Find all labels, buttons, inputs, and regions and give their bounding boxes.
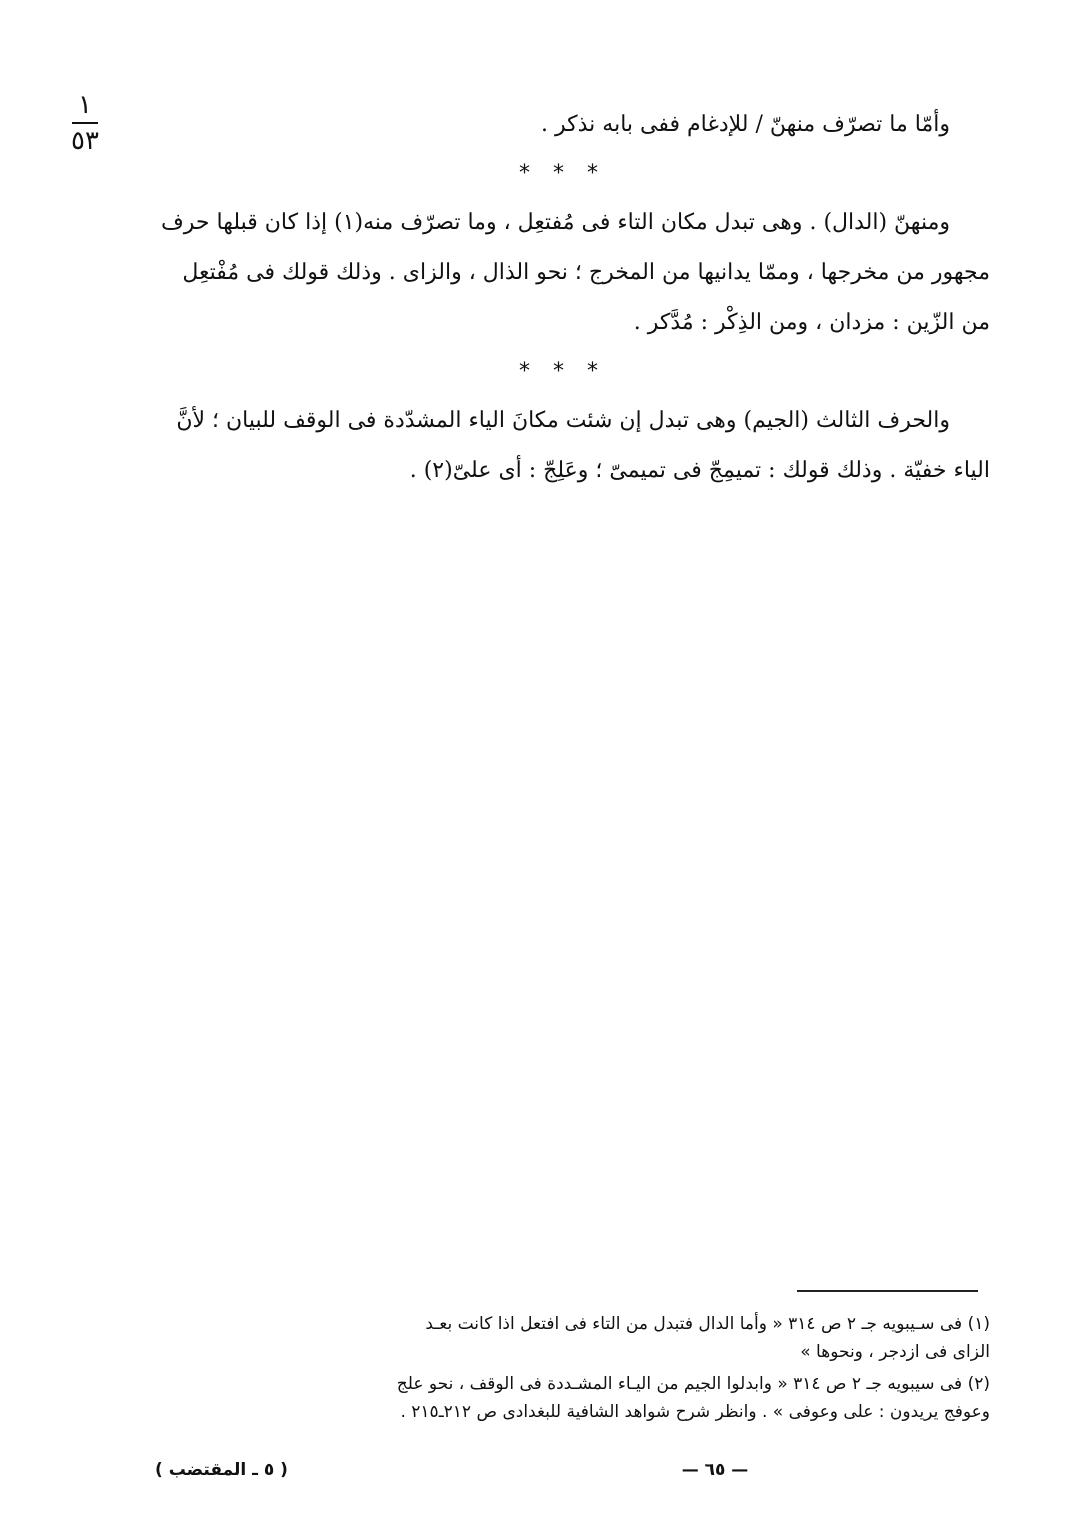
paragraph-3-line-1: والحرف الثالث (الجيم) وهى تبدل إن شئت مكانَ الياء المشدّدة فى الوقف للبيان ؛ لأنَّ [176, 408, 950, 433]
paragraph-2-line-2: مجهور من مخرجها ، وممّا يدانيها من المخرج ؛ نحو الذال ، والزاى . وذلك قولك فى مُفْتعِل [182, 260, 990, 285]
footnotes [140, 1310, 990, 1430]
paragraph-2-line-3: من الزّين : مزدان ، ومن الذِكْر : مُدَّكر . [633, 310, 990, 335]
paragraph-1-line-1: وأمّا ما تصرّف منهنّ / للإدغام ففى بابه نذكر . [541, 112, 950, 137]
marginal-manuscript-reference [60, 92, 110, 154]
page-number: — ٦٥ — [681, 1460, 749, 1480]
footnote-2-line-2: وعوفج يريدون : على وعوفى » . وانظر شرح شواهد الشافية للبغدادى ص ٢١٢ـ٢١٥ . [400, 1402, 990, 1422]
paragraph-1 [135, 100, 990, 150]
marginal-folio-top: ١ [78, 90, 92, 120]
section-separator-1: * * * [519, 161, 606, 186]
paragraph-2 [135, 198, 990, 348]
section-separator-2: * * * [519, 359, 606, 384]
paragraph-3-line-2: الياء خفيّة . وذلك قولك : تميمِجّ فى تميمىّ ؛ وعَلِجّ : أى علىّ(٢) . [409, 458, 990, 483]
main-text [135, 100, 990, 496]
footnote-1-line-2: الزاى فى ازدجر ، ونحوها » [800, 1342, 990, 1362]
paragraph-3 [135, 396, 990, 496]
footnote-2-line-1: (٢) فى سيبويه جـ ٢ ص ٣١٤ « وابدلوا الجيم من اليـاء المشـددة فى الوقف ، نحو علج [396, 1374, 990, 1394]
footnote-2 [140, 1370, 990, 1426]
marginal-divider [72, 122, 98, 124]
footnote-separator [797, 1290, 978, 1292]
marginal-folio-bottom: ٥٣ [71, 126, 99, 156]
footnote-1 [140, 1310, 990, 1366]
paragraph-2-line-1: ومنهنّ (الدال) . وهى تبدل مكان التاء فى مُفتعِل ، وما تصرّف منه(١) إذا كان قبلها حرف [160, 210, 950, 235]
footnote-1-line-1: (١) فى سـيبويه جـ ٢ ص ٣١٤ « وأما الدال فتبدل من التاء فى افتعل اذا كانت بعـد [425, 1314, 990, 1334]
signature-mark: ( ٥ ـ المقتضب ) [155, 1460, 288, 1480]
